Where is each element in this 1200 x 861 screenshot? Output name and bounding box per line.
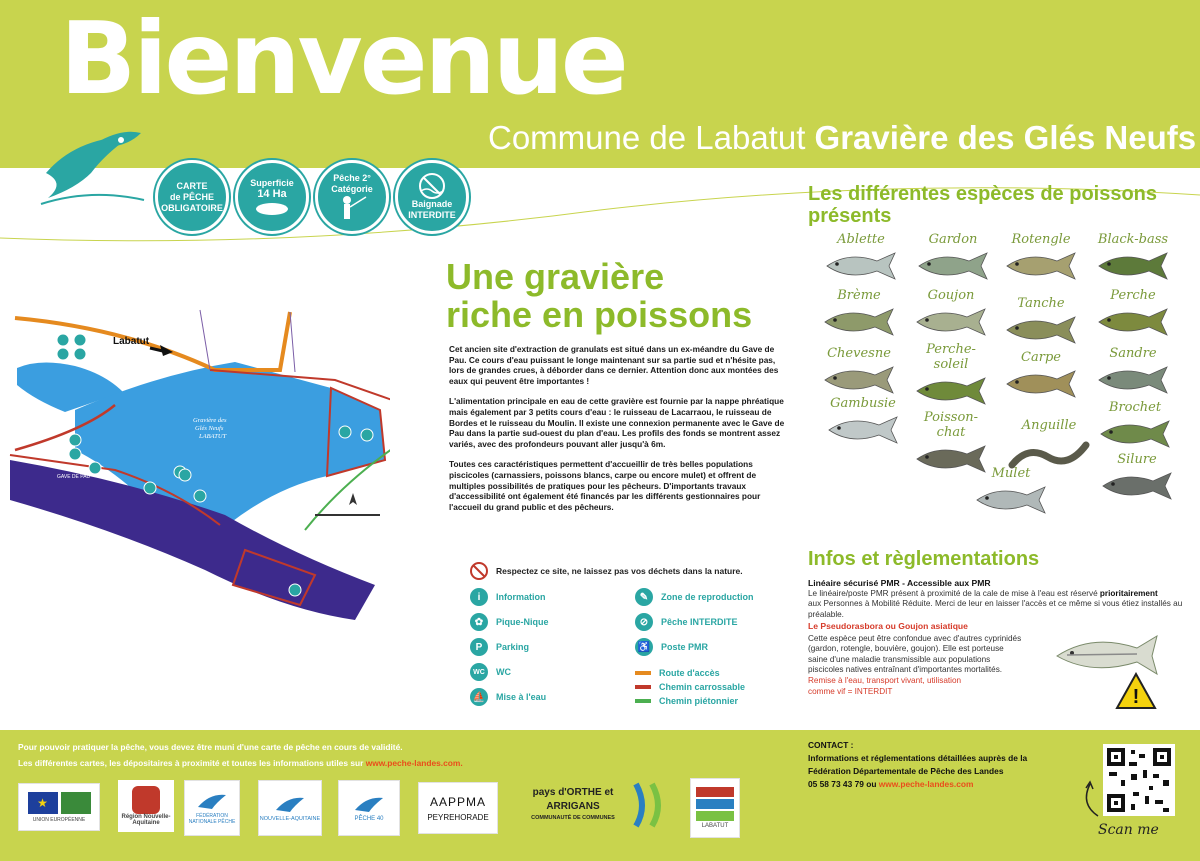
species-label: Gambusie bbox=[830, 396, 896, 411]
species-carpe bbox=[1000, 350, 1082, 412]
species-ablette bbox=[820, 232, 902, 294]
species-label: Anguille bbox=[1021, 418, 1077, 433]
boat-launch-icon: ⛵ bbox=[470, 688, 488, 706]
species-sandre bbox=[1092, 346, 1174, 408]
badge-carte-peche: CARTE de PÊCHE OBLIGATOIRE bbox=[155, 160, 229, 234]
logo-federation-nationale-peche: FÉDÉRATION NATIONALE PÊCHE bbox=[184, 780, 240, 836]
pseudorasbora-fish-icon bbox=[1052, 628, 1162, 678]
species-label: Goujon bbox=[927, 288, 975, 303]
map-lake-label-2: Glés Neufs bbox=[195, 425, 224, 432]
logo-orthe-arrigans: pays d'ORTHE et ARRIGANS COMMUNAUTÉ DE COMMUNES bbox=[531, 787, 615, 821]
legend-route-acces: Route d'accès bbox=[635, 668, 754, 678]
qr-code-icon[interactable] bbox=[1103, 744, 1175, 816]
species-label: Black-bass bbox=[1097, 232, 1169, 247]
map-river-label: GAVE DE PAU bbox=[57, 474, 91, 480]
legend-notice: Respectez ce site, ne laissez pas vos déchets dans la nature. bbox=[470, 562, 743, 580]
logo-nouvelle-aquitaine: Région Nouvelle-Aquitaine bbox=[118, 780, 174, 832]
legend-mise-a-leau: ⛵ Mise à l'eau bbox=[470, 688, 549, 706]
species-label: Poisson-chat bbox=[923, 410, 979, 440]
fish-icon bbox=[1097, 417, 1173, 451]
fish-icon bbox=[821, 363, 897, 397]
information-icon: i bbox=[470, 588, 488, 606]
species-label: Tanche bbox=[1017, 296, 1065, 311]
legend-wc: WC WC bbox=[470, 663, 549, 681]
footer-text: Pour pouvoir pratiquer la pêche, vous devez être muni d'une carte de pêche en cours de validité. Les différentes cartes, les dépositaires à proximité et toutes les informations utiles sur www.peche-landes.com. bbox=[18, 742, 463, 768]
species-label: Sandre bbox=[1109, 346, 1157, 361]
species-gardon bbox=[912, 232, 994, 294]
logo-labatut: LABATUT bbox=[690, 778, 740, 838]
fish-icon bbox=[825, 413, 901, 447]
species-label: Brème bbox=[837, 288, 881, 303]
logo-peche-40: PÊCHE 40 bbox=[338, 780, 400, 836]
species-br-me bbox=[818, 288, 900, 350]
species-perche bbox=[1092, 288, 1174, 350]
species-label: Gardon bbox=[928, 232, 978, 247]
wc-icon: WC bbox=[470, 663, 488, 681]
legend-left bbox=[470, 588, 549, 706]
logo-union-europeenne: ★ UNION EUROPÉENNE bbox=[18, 783, 100, 831]
legend-chemin-pietonnier: Chemin piétonnier bbox=[635, 696, 754, 706]
map-lake-label-3: LABATUT bbox=[199, 433, 227, 440]
footer-link: www.peche-landes.com. bbox=[365, 758, 463, 768]
pmr-title: Linéaire sécurisé PMR - Accessible aux PMR bbox=[808, 578, 991, 588]
scan-me-label: Scan me bbox=[1098, 822, 1159, 838]
species-label: Chevesne bbox=[827, 346, 891, 361]
species-tanche bbox=[1000, 296, 1082, 358]
map-lake-label-1: Gravière des bbox=[193, 417, 227, 424]
pseudo-title: Le Pseudorasbora ou Goujon asiatique bbox=[808, 621, 968, 631]
fish-icon bbox=[1003, 367, 1079, 401]
contact-block: CONTACT : Informations et réglementations détaillées auprès de la Fédération Départementale de Pêche des Landes 05 58 73 43 79 ou www.peche-landes.com bbox=[808, 740, 1028, 789]
legend-poste-pmr: ♿ Poste PMR bbox=[635, 638, 754, 656]
species-goujon bbox=[910, 288, 992, 350]
warning-icon bbox=[1115, 672, 1157, 710]
fish-icon bbox=[973, 483, 1049, 517]
fish-icon bbox=[823, 249, 899, 283]
parking-icon: P bbox=[470, 638, 488, 656]
species-label: Perche bbox=[1110, 288, 1156, 303]
species-poisson-chat bbox=[910, 410, 992, 472]
logo-peche-nouvelle-aquitaine: NOUVELLE-AQUITAINE bbox=[258, 780, 322, 836]
description-p1: Cet ancien site d'extraction de granulats est situé dans un ex-méandre du Gave de Pau. Ce cours d'eau puissant le longe maintenant sur sa partie sud et n'hésite pas, lors de grandes crues, à déborder dans ce dernier. Attention donc aux montées des eaux qui peuvent être importantes ! bbox=[449, 344, 779, 386]
legend-parking: P Parking bbox=[470, 638, 549, 656]
species-label: Rotengle bbox=[1011, 232, 1071, 247]
legend-zone-reproduction: ✎ Zone de reproduction bbox=[635, 588, 754, 606]
species-black-bass bbox=[1092, 232, 1174, 294]
legend-information: i Information bbox=[470, 588, 549, 606]
section-headline: Une gravière riche en poissons bbox=[446, 256, 753, 335]
infos-title: Infos et règlementations bbox=[808, 548, 1040, 570]
site-map bbox=[5, 300, 390, 630]
species-gambusie bbox=[822, 396, 904, 458]
legend-peche-interdite: ⊘ Pêche INTERDITE bbox=[635, 613, 754, 631]
contact-link: www.peche-landes.com bbox=[878, 779, 974, 789]
species-label: Brochet bbox=[1108, 400, 1162, 415]
svg-text:!: ! bbox=[1132, 686, 1140, 708]
species-rotengle bbox=[1000, 232, 1082, 294]
description-text bbox=[449, 344, 791, 522]
description-p3: Toutes ces caractéristiques permettent d'accueillir de très belles populations piscicoles (carnassiers, poissons blancs, carpe ou encore mulet) et offrent de multiples possibilités de pratiques pour les pêcheurs. D'importants travaux d'accessibilité ont également été financés par les différents gestionnaires pour l'accueil du grand public et des pêcheurs. bbox=[449, 459, 761, 512]
species-label: Ablette bbox=[837, 232, 885, 247]
orthe-arrigans-emblem-icon bbox=[628, 780, 668, 830]
fish-icon bbox=[1095, 305, 1171, 339]
species-mulet bbox=[970, 466, 1052, 528]
fish-icon bbox=[1095, 249, 1171, 283]
subtitle-site: Gravière des Glés Neufs bbox=[814, 119, 1197, 156]
subtitle-commune: Commune de Labatut bbox=[488, 119, 806, 156]
page-title: Bienvenue bbox=[60, 0, 626, 117]
no-fishing-icon: ⊘ bbox=[635, 613, 653, 631]
wheelchair-icon: ♿ bbox=[635, 638, 653, 656]
fish-icon bbox=[915, 249, 991, 283]
species-label: Perche-soleil bbox=[926, 342, 976, 372]
description-p2: L'alimentation principale en eau de cette gravière est fournie par la nappe phréatique mais également par 3 petits cours d'eau : le ruisseau de Lacarraou, le ruisseau de Bordes et le ruisseau du Moulin. Il existe une connexion permanente avec le Gave de Pau dans la partie sud-ouest du plan d'eau. Les profils des fonds se montrent assez variés, avec des profondeurs pouvant aller jusqu'à 6m. bbox=[449, 396, 785, 449]
logo-aappma-peyrehorade: AAPPMA PEYREHORADE bbox=[418, 782, 498, 834]
picnic-icon: ✿ bbox=[470, 613, 488, 631]
badge-peche-categorie: Pêche 2° Catégorie bbox=[315, 160, 389, 234]
species-label: Silure bbox=[1117, 452, 1157, 467]
fish-icon bbox=[1095, 363, 1171, 397]
legend-right bbox=[635, 588, 754, 706]
map-town-label: Labatut bbox=[113, 336, 150, 347]
fish-icon bbox=[1003, 313, 1079, 347]
no-litter-icon bbox=[470, 562, 488, 580]
species-label: Carpe bbox=[1021, 350, 1061, 365]
fish-icon bbox=[1099, 469, 1175, 503]
fish-icon bbox=[1003, 249, 1079, 283]
fish-icon bbox=[821, 305, 897, 339]
species-title: Les différentes espèces de poissons présents bbox=[808, 183, 1158, 227]
curved-arrow-icon bbox=[1078, 780, 1102, 820]
fish-icon bbox=[913, 305, 989, 339]
species-perche-soleil bbox=[910, 342, 992, 404]
reproduction-icon: ✎ bbox=[635, 588, 653, 606]
badge-superficie: Superficie 14 Ha bbox=[235, 160, 309, 234]
species-label: Mulet bbox=[991, 466, 1031, 481]
pmr-info: Linéaire sécurisé PMR - Accessible aux PMR Le linéaire/poste PMR présent à proximité de la cale de mise à l'eau est réservé prioritairement aux Personnes à Mobilité Réduite. Merci de leur en laisser l'accès et ce même si vous étiez installés au préalable. bbox=[808, 578, 1193, 620]
badge-baignade-interdite: Baignade INTERDITE bbox=[395, 160, 469, 234]
species-silure bbox=[1096, 452, 1178, 514]
pseudorasbora-info: Le Pseudorasbora ou Goujon asiatique Cette espèce peut être confondue avec d'autres cyprinidés (gardon, rotengle, bouvière, goujon). Elle est porteuse saine d'une maladie transmissible aux populations piscicoles natives entraînant d'importantes mortalités. Remise à l'eau, transport vivant, utilisation comme vif = INTERDIT bbox=[808, 621, 1048, 697]
legend-pique-nique: ✿ Pique-Nique bbox=[470, 613, 549, 631]
legend-chemin-carrossable: Chemin carrossable bbox=[635, 682, 754, 692]
fish-icon bbox=[913, 374, 989, 408]
